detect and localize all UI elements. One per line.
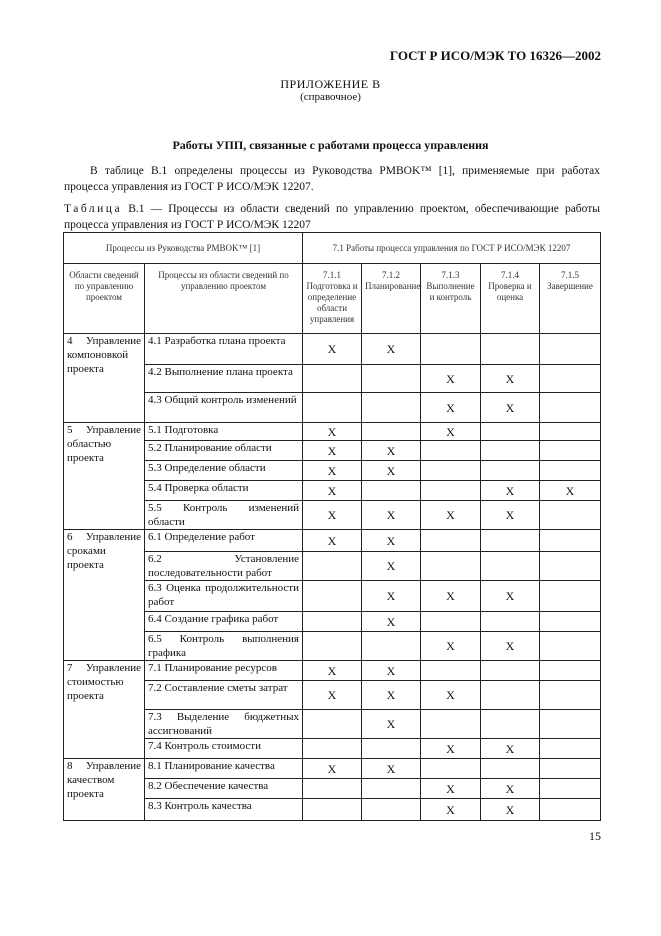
mark-cell xyxy=(540,632,601,661)
process-cell: 7.3 Выделение бюджетных ассигнований xyxy=(145,710,303,739)
process-cell: 8.2 Обеспечение качества xyxy=(145,779,303,799)
intro-paragraph: В таблице В.1 определены процессы из Руководства PMBOK™ [1], применяемые при работах процесса управления из ГОСТ Р ИСО/МЭК 12207. xyxy=(64,165,600,193)
mark-cell: X xyxy=(303,441,362,461)
processes-table xyxy=(63,232,601,821)
table-row xyxy=(64,632,601,661)
mark-cell: X xyxy=(303,334,362,365)
table-row xyxy=(64,461,601,481)
mark-cell xyxy=(421,552,481,581)
process-cell: 6.4 Создание графика работ xyxy=(145,612,303,632)
process-cell: 8.3 Контроль качества xyxy=(145,799,303,821)
mark-cell: X xyxy=(303,501,362,530)
process-cell: 4.3 Общий контроль изменений xyxy=(145,393,303,423)
mark-cell xyxy=(303,581,362,612)
mark-cell xyxy=(540,530,601,552)
mark-cell xyxy=(303,710,362,739)
mark-cell xyxy=(481,552,540,581)
area-cell: 8 Управление качеством проекта xyxy=(64,759,145,821)
table-row xyxy=(64,799,601,821)
mark-cell xyxy=(481,334,540,365)
mark-cell xyxy=(540,461,601,481)
mark-cell xyxy=(421,612,481,632)
mark-cell xyxy=(303,799,362,821)
mark-cell xyxy=(540,739,601,759)
mark-cell: X xyxy=(540,481,601,501)
mark-cell: X xyxy=(421,632,481,661)
table-row xyxy=(64,552,601,581)
mark-cell xyxy=(421,481,481,501)
mark-cell xyxy=(540,441,601,461)
mark-cell xyxy=(421,710,481,739)
mark-cell: X xyxy=(362,441,421,461)
table-caption-text: В.1 — Процессы из области сведений по управлению проектом, обеспечивающие работы процесса управления из ГОСТ Р ИСО/МЭК 12207 xyxy=(64,203,600,231)
mark-cell: X xyxy=(362,552,421,581)
mark-cell xyxy=(362,632,421,661)
process-cell: 7.1 Планирование ресурсов xyxy=(145,661,303,681)
mark-cell xyxy=(421,461,481,481)
process-cell: 5.2 Планирование области xyxy=(145,441,303,461)
mark-cell xyxy=(540,779,601,799)
mark-cell xyxy=(362,423,421,441)
table-row xyxy=(64,759,601,779)
mark-cell xyxy=(303,365,362,393)
mark-cell xyxy=(481,461,540,481)
mark-cell xyxy=(540,393,601,423)
area-cell: 6 Управление сроками проекта xyxy=(64,530,145,661)
mark-cell: X xyxy=(362,710,421,739)
page-number: 15 xyxy=(589,829,601,843)
table-row xyxy=(64,530,601,552)
table-row xyxy=(64,681,601,710)
mark-cell xyxy=(362,481,421,501)
mark-cell: X xyxy=(303,681,362,710)
mark-cell xyxy=(362,393,421,423)
table-head-left: Процессы из Руководства PMBOK™ [1] xyxy=(64,233,303,264)
table-row xyxy=(64,423,601,441)
col-header-area: Области сведений по управлению проектом xyxy=(64,264,145,334)
process-cell: 4.1 Разработка плана проекта xyxy=(145,334,303,365)
mark-cell xyxy=(540,365,601,393)
mark-cell xyxy=(303,552,362,581)
process-cell: 6.2 Установление последовательности работ xyxy=(145,552,303,581)
mark-cell: X xyxy=(421,581,481,612)
mark-cell: X xyxy=(481,779,540,799)
mark-cell xyxy=(421,661,481,681)
mark-cell: X xyxy=(481,581,540,612)
mark-cell xyxy=(481,441,540,461)
table-row xyxy=(64,612,601,632)
mark-cell: X xyxy=(362,759,421,779)
mark-cell xyxy=(540,681,601,710)
mark-cell: X xyxy=(362,501,421,530)
mark-cell: X xyxy=(481,799,540,821)
mark-cell: X xyxy=(421,739,481,759)
mark-cell xyxy=(362,739,421,759)
process-cell: 6.3 Оценка продолжительности работ xyxy=(145,581,303,612)
mark-cell xyxy=(540,501,601,530)
table-caption xyxy=(64,201,600,233)
table-row xyxy=(64,710,601,739)
table-row xyxy=(64,393,601,423)
mark-cell xyxy=(540,581,601,612)
table-head-right: 7.1 Работы процесса управления по ГОСТ Р ИСО/МЭК 12207 xyxy=(303,233,601,264)
process-cell: 7.2 Составление сметы затрат xyxy=(145,681,303,710)
mark-cell: X xyxy=(362,612,421,632)
mark-cell: X xyxy=(362,581,421,612)
table-row xyxy=(64,334,601,365)
process-cell: 5.3 Определение области xyxy=(145,461,303,481)
col-header-process: Процессы из области сведений по управлению проектом xyxy=(145,264,303,334)
mark-cell xyxy=(540,710,601,739)
table-caption-label: Таблица xyxy=(64,203,123,215)
mark-cell xyxy=(481,710,540,739)
mark-cell xyxy=(481,423,540,441)
process-cell: 5.5 Контроль изменений области xyxy=(145,501,303,530)
process-cell: 4.2 Выполнение плана проекта xyxy=(145,365,303,393)
mark-cell xyxy=(362,365,421,393)
mark-cell xyxy=(303,779,362,799)
table-row xyxy=(64,779,601,799)
col-header-7-1-1: 7.1.1 Подготовка и определение области управления xyxy=(303,264,362,334)
mark-cell: X xyxy=(303,759,362,779)
mark-cell xyxy=(481,759,540,779)
mark-cell xyxy=(481,530,540,552)
table-row xyxy=(64,581,601,612)
mark-cell xyxy=(303,393,362,423)
mark-cell: X xyxy=(421,423,481,441)
table-row xyxy=(64,661,601,681)
mark-cell xyxy=(362,799,421,821)
process-cell: 5.4 Проверка области xyxy=(145,481,303,501)
mark-cell: X xyxy=(362,334,421,365)
mark-cell: X xyxy=(362,661,421,681)
mark-cell: X xyxy=(481,739,540,759)
mark-cell xyxy=(421,334,481,365)
mark-cell: X xyxy=(481,501,540,530)
mark-cell: X xyxy=(303,423,362,441)
mark-cell: X xyxy=(421,681,481,710)
appendix-subtitle: (справочное) xyxy=(300,91,361,103)
process-cell: 8.1 Планирование качества xyxy=(145,759,303,779)
appendix-title: ПРИЛОЖЕНИЕ В xyxy=(280,77,381,91)
mark-cell: X xyxy=(303,481,362,501)
col-header-7-1-5: 7.1.5 Завершение xyxy=(540,264,601,334)
mark-cell: X xyxy=(481,481,540,501)
col-header-7-1-2: 7.1.2 Планирование xyxy=(362,264,421,334)
col-header-7-1-4: 7.1.4 Проверка и оценка xyxy=(481,264,540,334)
mark-cell xyxy=(421,530,481,552)
table-row xyxy=(64,441,601,461)
area-cell: 5 Управление областью проекта xyxy=(64,423,145,530)
mark-cell: X xyxy=(421,779,481,799)
mark-cell xyxy=(421,759,481,779)
process-cell: 5.1 Подготовка xyxy=(145,423,303,441)
mark-cell xyxy=(481,681,540,710)
mark-cell: X xyxy=(362,461,421,481)
mark-cell xyxy=(540,759,601,779)
mark-cell xyxy=(540,612,601,632)
mark-cell xyxy=(540,661,601,681)
mark-cell: X xyxy=(303,461,362,481)
mark-cell: X xyxy=(421,393,481,423)
mark-cell xyxy=(540,799,601,821)
mark-cell: X xyxy=(303,661,362,681)
mark-cell xyxy=(540,334,601,365)
mark-cell: X xyxy=(481,365,540,393)
table-row xyxy=(64,365,601,393)
table-row xyxy=(64,739,601,759)
mark-cell: X xyxy=(481,393,540,423)
mark-cell xyxy=(362,779,421,799)
process-cell: 7.4 Контроль стоимости xyxy=(145,739,303,759)
mark-cell: X xyxy=(421,365,481,393)
mark-cell: X xyxy=(303,530,362,552)
document-header: ГОСТ Р ИСО/МЭК ТО 16326—2002 xyxy=(389,48,601,63)
mark-cell xyxy=(303,739,362,759)
process-cell: 6.1 Определение работ xyxy=(145,530,303,552)
mark-cell: X xyxy=(481,632,540,661)
area-cell: 7 Управление стоимостью проекта xyxy=(64,661,145,759)
mark-cell xyxy=(481,612,540,632)
table-row xyxy=(64,481,601,501)
mark-cell: X xyxy=(362,681,421,710)
table-row xyxy=(64,501,601,530)
mark-cell: X xyxy=(421,799,481,821)
mark-cell: X xyxy=(362,530,421,552)
mark-cell xyxy=(540,552,601,581)
mark-cell xyxy=(481,661,540,681)
section-title: Работы УПП, связанные с работами процесса управления xyxy=(172,138,489,152)
mark-cell xyxy=(421,441,481,461)
mark-cell xyxy=(540,423,601,441)
col-header-7-1-3: 7.1.3 Выполнение и контроль xyxy=(421,264,481,334)
mark-cell xyxy=(303,612,362,632)
process-cell: 6.5 Контроль выполнения графика xyxy=(145,632,303,661)
mark-cell: X xyxy=(421,501,481,530)
area-cell: 4 Управление компоновкой проекта xyxy=(64,334,145,423)
mark-cell xyxy=(303,632,362,661)
